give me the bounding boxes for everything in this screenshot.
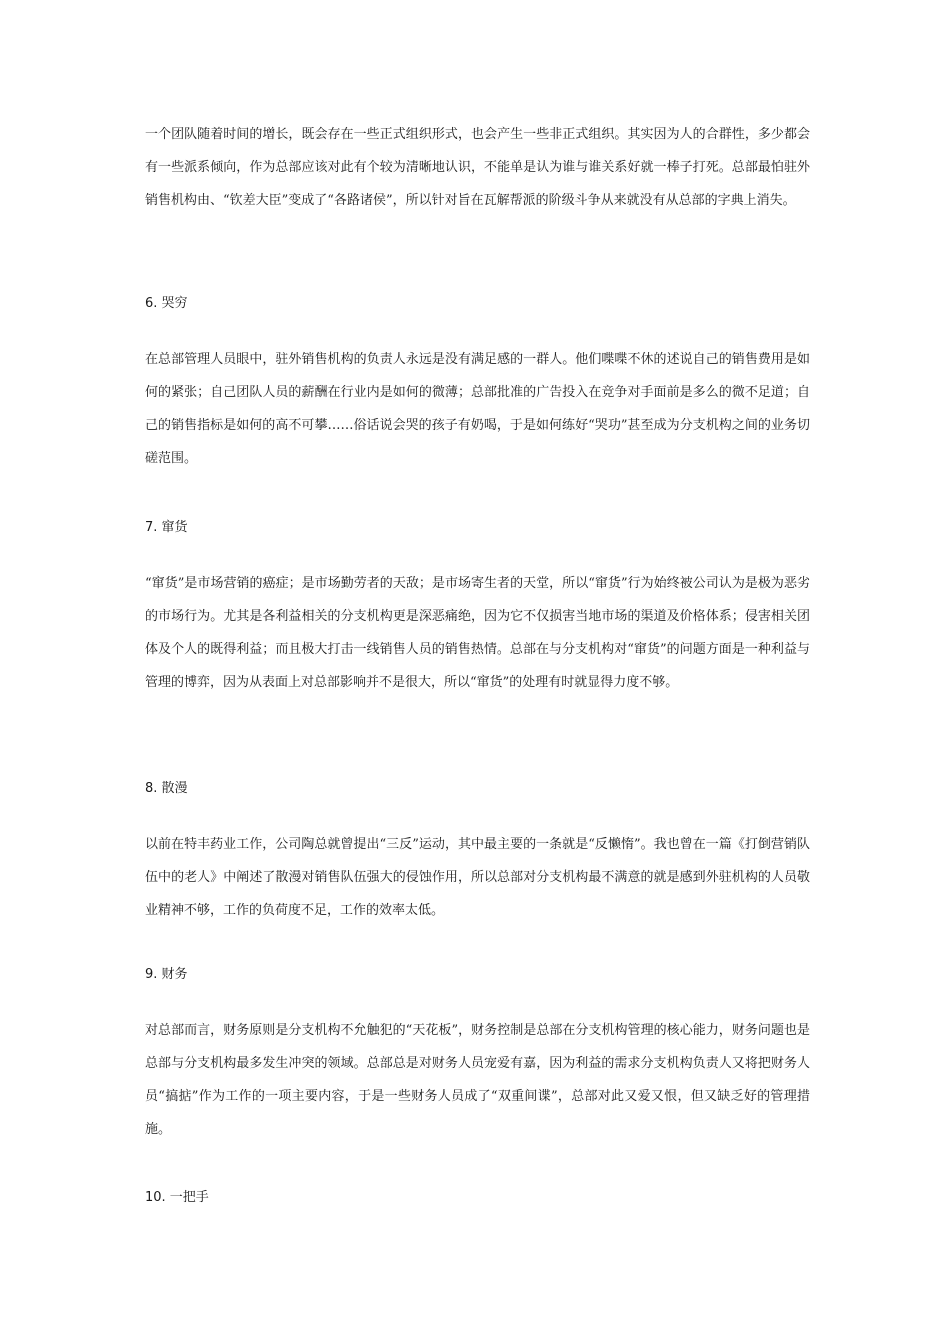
section-heading-8: 8. 散漫 bbox=[145, 781, 188, 796]
paragraph-factions: 一个团队随着时间的增长，既会存在一些正式组织形式，也会产生一些非正式组织。其实因为人的合群性，多少都会有一些派系倾向，作为总部应该对此有个较为清晰地认识，不能单是认为谁与谁关系好就一棒子打死。总部最怕驻外销售机构由、“钦差大臣”变成了“各路诸侯”，所以针对旨在瓦解帮派的阶级斗争从来就没有从总部的字典上消失。 bbox=[145, 127, 810, 208]
section-heading-6: 6. 哭穷 bbox=[145, 296, 188, 311]
paragraph-laxity: 以前在特丰药业工作，公司陶总就曾提出“三反”运动，其中最主要的一条就是“反懒惰”。我也曾在一篇《打倒营销队伍中的老人》中阐述了散漫对销售队伍强大的侵蚀作用，所以总部对分支机构最不满意的就是感到外驻机构的人员敬业精神不够，工作的负荷度不足，工作的效率太低。 bbox=[145, 837, 810, 918]
section-heading-10: 10. 一把手 bbox=[145, 1190, 209, 1205]
paragraph-cross-selling: “窜货”是市场营销的癌症；是市场勤劳者的天敌；是市场寄生者的天堂，所以“窜货”行为始终被公司认为是极为恶劣的市场行为。尤其是各利益相关的分支机构更是深恶痛绝，因为它不仅损害当地市场的渠道及价格体系；侵害相关团体及个人的既得利益；而且极大打击一线销售人员的销售热情。总部在与分支机构对“窜货”的问题方面是一种利益与管理的博弈，因为从表面上对总部影响并不是很大，所以“窜货”的处理有时就显得力度不够。 bbox=[145, 576, 810, 690]
paragraph-finance: 对总部而言，财务原则是分支机构不允触犯的“天花板”，财务控制是总部在分支机构管理的核心能力，财务问题也是总部与分支机构最多发生冲突的领域。总部总是对财务人员宠爱有嘉，因为利益的需求分支机构负责人又将把财务人员“搞掂”作为工作的一项主要内容，于是一些财务人员成了“双重间谍”，总部对此又爱又恨，但又缺乏好的管理措施。 bbox=[145, 1023, 810, 1137]
section-heading-7: 7. 窜货 bbox=[145, 520, 188, 535]
paragraph-crying-poor: 在总部管理人员眼中，驻外销售机构的负责人永远是没有满足感的一群人。他们喋喋不休的述说自己的销售费用是如何的紧张；自己团队人员的薪酬在行业内是如何的微薄；总部批准的广告投入在竞争对手面前是多么的微不足道；自己的销售指标是如何的高不可攀……俗话说会哭的孩子有奶喝，于是如何练好“哭功”甚至成为分支机构之间的业务切磋范围。 bbox=[145, 352, 810, 466]
section-heading-9: 9. 财务 bbox=[145, 967, 188, 982]
